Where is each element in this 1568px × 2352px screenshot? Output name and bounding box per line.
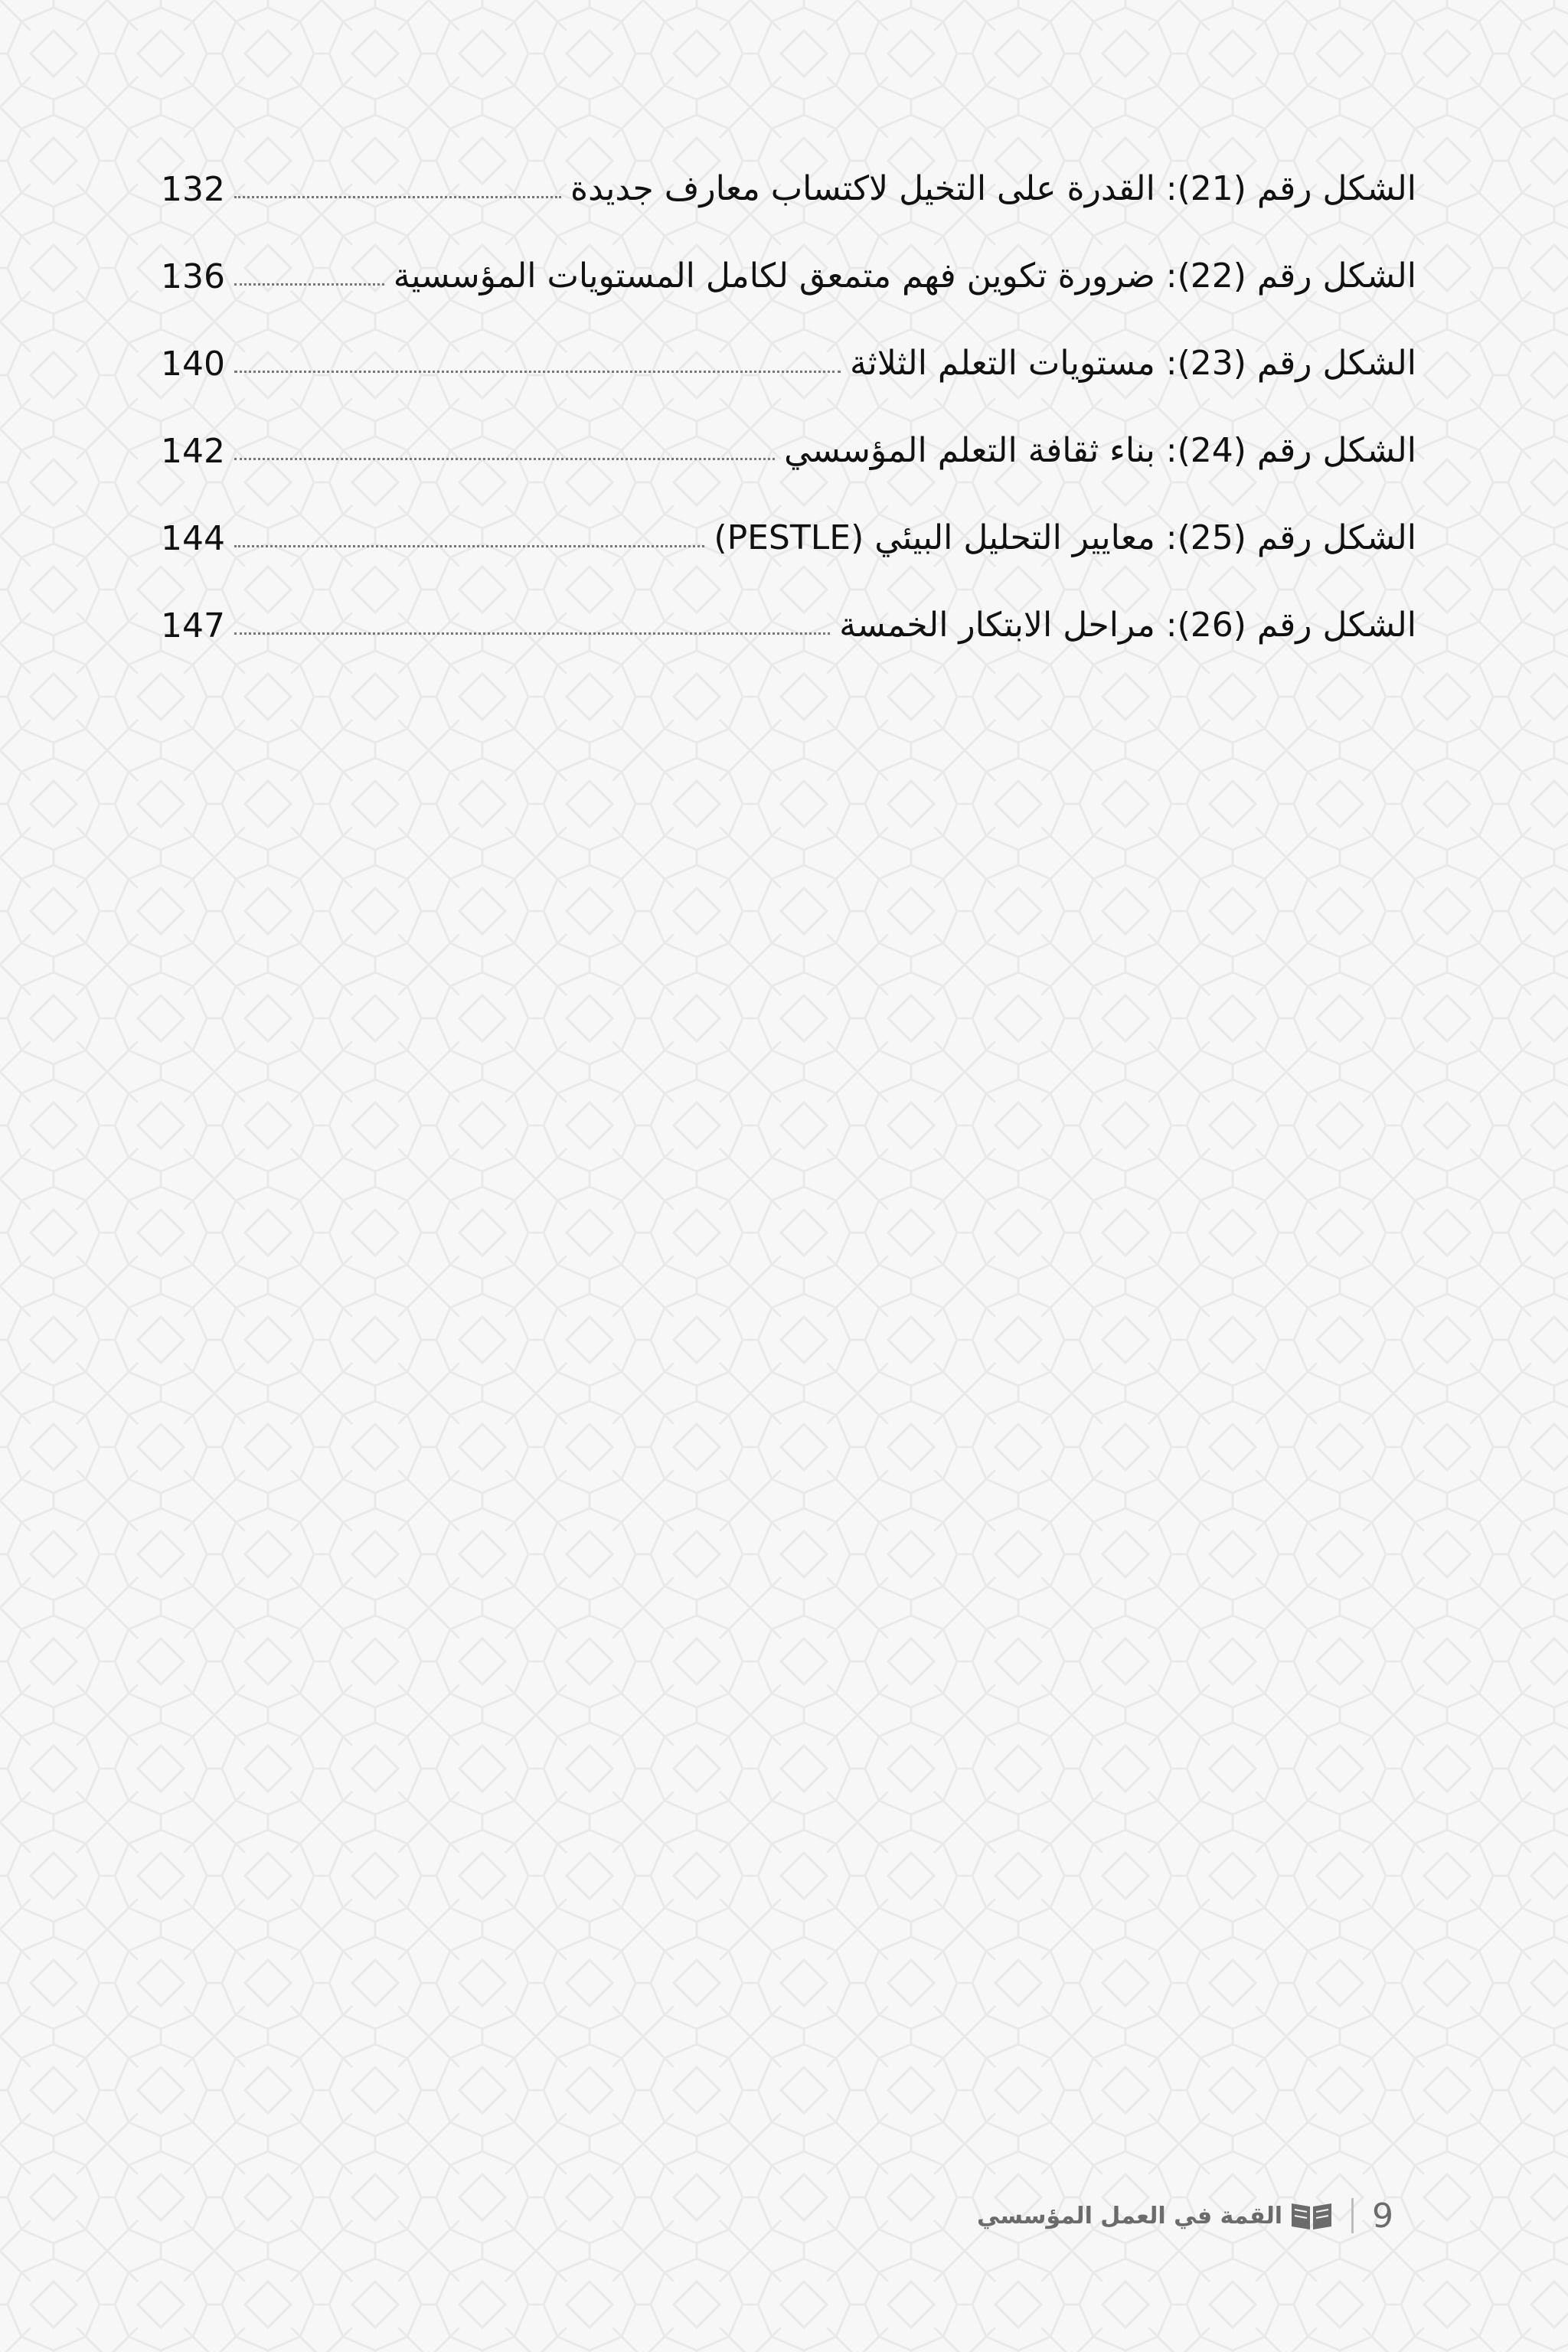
toc-entry[interactable] (161, 495, 1416, 582)
entry-label: الشكل رقم (21): القدرة على التخيل لاكتساب معارف جديدة (570, 169, 1416, 208)
toc-entry[interactable] (161, 320, 1416, 407)
book-icon (1290, 2200, 1333, 2231)
entry-page-number: 147 (161, 606, 225, 645)
entry-label: الشكل رقم (24): بناء ثقافة التعلم المؤسسي (784, 431, 1416, 470)
entry-page-number: 132 (161, 169, 225, 209)
footer-divider (1351, 2198, 1354, 2233)
toc-entry[interactable] (161, 233, 1416, 320)
entry-page-number: 140 (161, 344, 225, 384)
entry-label: الشكل رقم (23): مستويات التعلم الثلاثة (849, 344, 1416, 383)
figures-list (161, 145, 1416, 669)
page-footer (977, 2193, 1393, 2239)
dotted-leader (234, 371, 841, 373)
toc-entry[interactable] (161, 582, 1416, 669)
dotted-leader (234, 632, 830, 635)
toc-entry[interactable] (161, 407, 1416, 495)
footer-book-title: القمة في العمل المؤسسي (977, 2202, 1282, 2230)
dotted-leader (234, 458, 775, 460)
dotted-leader (234, 196, 561, 198)
dotted-leader (234, 283, 384, 286)
entry-page-number: 142 (161, 431, 225, 471)
toc-entry[interactable] (161, 145, 1416, 233)
dotted-leader (234, 545, 704, 547)
entry-label: الشكل رقم (26): مراحل الابتكار الخمسة (839, 606, 1416, 645)
entry-page-number: 144 (161, 518, 225, 558)
entry-label: الشكل رقم (25): معايير التحليل البيئي (PESTLE) (714, 518, 1416, 557)
entry-page-number: 136 (161, 256, 225, 296)
entry-label: الشكل رقم (22): ضرورة تكوين فهم متمعق لكامل المستويات المؤسسية (393, 256, 1416, 296)
footer-page-number: 9 (1372, 2196, 1393, 2236)
